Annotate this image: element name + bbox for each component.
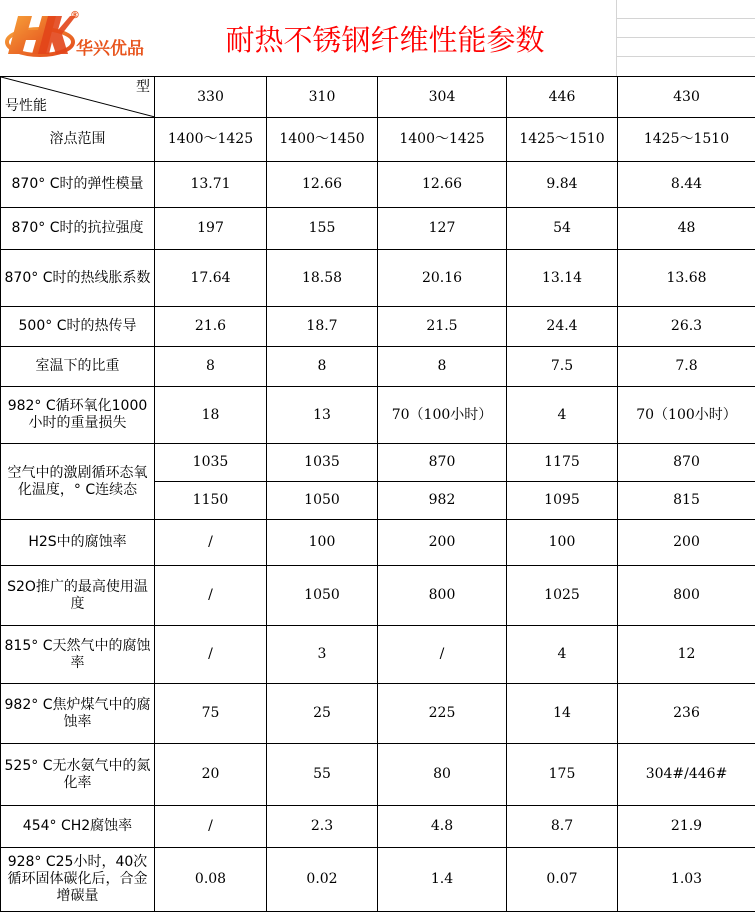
corner-bottom-label: 号性能 <box>5 98 47 115</box>
cell-value: 870 <box>618 444 755 482</box>
grade-header: 310 <box>267 77 378 118</box>
cell-value: 13 <box>267 387 378 444</box>
table-row <box>1 520 755 566</box>
table-row <box>1 208 755 250</box>
grade-header: 304 <box>378 77 507 118</box>
brand-logo-icon <box>4 6 78 64</box>
row-label: 空气中的激剧循环态氧化温度，° C连续态 <box>1 444 155 520</box>
cell-value: 304#/446# <box>618 744 755 806</box>
cell-value: 13.14 <box>507 250 618 307</box>
header <box>0 0 755 76</box>
cell-value: 4 <box>507 387 618 444</box>
row-label: 870° C时的热线胀系数 <box>1 250 155 307</box>
cell-value: 7.8 <box>618 347 755 387</box>
grade-header: 430 <box>618 77 755 118</box>
row-label: 982° C循环氧化1000小时的重量损失 <box>1 387 155 444</box>
cell-value: 870 <box>378 444 507 482</box>
cell-value: 800 <box>378 566 507 626</box>
cell-value: 21.9 <box>618 806 755 848</box>
cell-value: 8.44 <box>618 162 755 208</box>
page-title: 耐热不锈钢纤维性能参数 <box>156 0 614 76</box>
cell-value: 197 <box>155 208 267 250</box>
cell-value: 7.5 <box>507 347 618 387</box>
cell-value: 13.71 <box>155 162 267 208</box>
cell-value: 24.4 <box>507 307 618 347</box>
cell-value: 0.02 <box>267 848 378 912</box>
cell-value: 4 <box>507 626 618 684</box>
cell-value: 815 <box>618 482 755 520</box>
cell-value: 1035 <box>155 444 267 482</box>
cell-value: 48 <box>618 208 755 250</box>
table-row <box>1 387 755 444</box>
cell-value: 800 <box>618 566 755 626</box>
cell-value: 1425～1510 <box>618 118 755 162</box>
brand-logo <box>4 6 154 68</box>
corner-cell <box>1 77 155 118</box>
cell-value: 9.84 <box>507 162 618 208</box>
row-label: 454° CH2腐蚀率 <box>1 806 155 848</box>
cell-value: 13.68 <box>618 250 755 307</box>
cell-value: 4.8 <box>378 806 507 848</box>
cell-value: 75 <box>155 684 267 744</box>
cell-value: 8 <box>378 347 507 387</box>
row-label: 870° C时的抗拉强度 <box>1 208 155 250</box>
table-row <box>1 684 755 744</box>
row-label: 982° C焦炉煤气中的腐蚀率 <box>1 684 155 744</box>
cell-value: 18.7 <box>267 307 378 347</box>
cell-value: 8 <box>267 347 378 387</box>
corner-top-label: 型 <box>136 79 150 96</box>
cell-value: 175 <box>507 744 618 806</box>
cell-value: 127 <box>378 208 507 250</box>
cell-value: 1400～1425 <box>378 118 507 162</box>
table-row <box>1 118 755 162</box>
cell-value: 100 <box>267 520 378 566</box>
cell-value: 225 <box>378 684 507 744</box>
cell-value: 8.7 <box>507 806 618 848</box>
cell-value: 236 <box>618 684 755 744</box>
cell-value: 982 <box>378 482 507 520</box>
cell-value: 20.16 <box>378 250 507 307</box>
row-label: 溶点范围 <box>1 118 155 162</box>
cell-value: 1050 <box>267 482 378 520</box>
cell-value: 1400～1425 <box>155 118 267 162</box>
cell-value: 100 <box>507 520 618 566</box>
table-row <box>1 347 755 387</box>
row-label: 928° C25小时，40次循环固体碳化后，合金增碳量 <box>1 848 155 912</box>
cell-value: 3 <box>267 626 378 684</box>
header-row <box>1 77 755 118</box>
cell-value: 12.66 <box>378 162 507 208</box>
cell-value: 55 <box>267 744 378 806</box>
cell-value: 1095 <box>507 482 618 520</box>
cell-value: 0.07 <box>507 848 618 912</box>
sheet-grid-lines <box>616 0 755 76</box>
cell-value: / <box>155 566 267 626</box>
cell-value: 80 <box>378 744 507 806</box>
cell-value: 12.66 <box>267 162 378 208</box>
cell-value: 26.3 <box>618 307 755 347</box>
cell-value: 70（100小时） <box>378 387 507 444</box>
table-row <box>1 566 755 626</box>
cell-value: 2.3 <box>267 806 378 848</box>
cell-value: 1150 <box>155 482 267 520</box>
row-label: 500° C时的热传导 <box>1 307 155 347</box>
table-row <box>1 444 755 482</box>
cell-value: 18 <box>155 387 267 444</box>
cell-value: 0.08 <box>155 848 267 912</box>
table-row <box>1 806 755 848</box>
cell-value: 14 <box>507 684 618 744</box>
cell-value: 1.03 <box>618 848 755 912</box>
cell-value: 12 <box>618 626 755 684</box>
cell-value: 20 <box>155 744 267 806</box>
cell-value: 1.4 <box>378 848 507 912</box>
cell-value: 155 <box>267 208 378 250</box>
cell-value: 1035 <box>267 444 378 482</box>
cell-value: 21.5 <box>378 307 507 347</box>
table-row <box>1 744 755 806</box>
table-row <box>1 848 755 912</box>
cell-value: 200 <box>378 520 507 566</box>
row-label: 870° C时的弹性模量 <box>1 162 155 208</box>
cell-value: 18.58 <box>267 250 378 307</box>
row-label: S2O推广的最高使用温度 <box>1 566 155 626</box>
cell-value: 21.6 <box>155 307 267 347</box>
cell-value: 200 <box>618 520 755 566</box>
cell-value: 1400～1450 <box>267 118 378 162</box>
row-label: 815° C天然气中的腐蚀率 <box>1 626 155 684</box>
grade-header: 330 <box>155 77 267 118</box>
cell-value: 70（100小时） <box>618 387 755 444</box>
cell-value: / <box>155 806 267 848</box>
cell-value: 1175 <box>507 444 618 482</box>
cell-value: 17.64 <box>155 250 267 307</box>
registered-mark: ® <box>70 10 80 21</box>
cell-value: / <box>155 626 267 684</box>
cell-value: 1050 <box>267 566 378 626</box>
brand-name: 华兴优品 <box>76 34 144 59</box>
cell-value: 8 <box>155 347 267 387</box>
cell-value: 1025 <box>507 566 618 626</box>
cell-value: 54 <box>507 208 618 250</box>
table-row <box>1 626 755 684</box>
cell-value: / <box>378 626 507 684</box>
cell-value: / <box>155 520 267 566</box>
table-row <box>1 307 755 347</box>
table-row <box>1 162 755 208</box>
spec-table <box>0 76 755 912</box>
row-label: 室温下的比重 <box>1 347 155 387</box>
grade-header: 446 <box>507 77 618 118</box>
table-row <box>1 250 755 307</box>
cell-value: 25 <box>267 684 378 744</box>
cell-value: 1425～1510 <box>507 118 618 162</box>
row-label: 525° C无水氨气中的氮化率 <box>1 744 155 806</box>
row-label: H2S中的腐蚀率 <box>1 520 155 566</box>
